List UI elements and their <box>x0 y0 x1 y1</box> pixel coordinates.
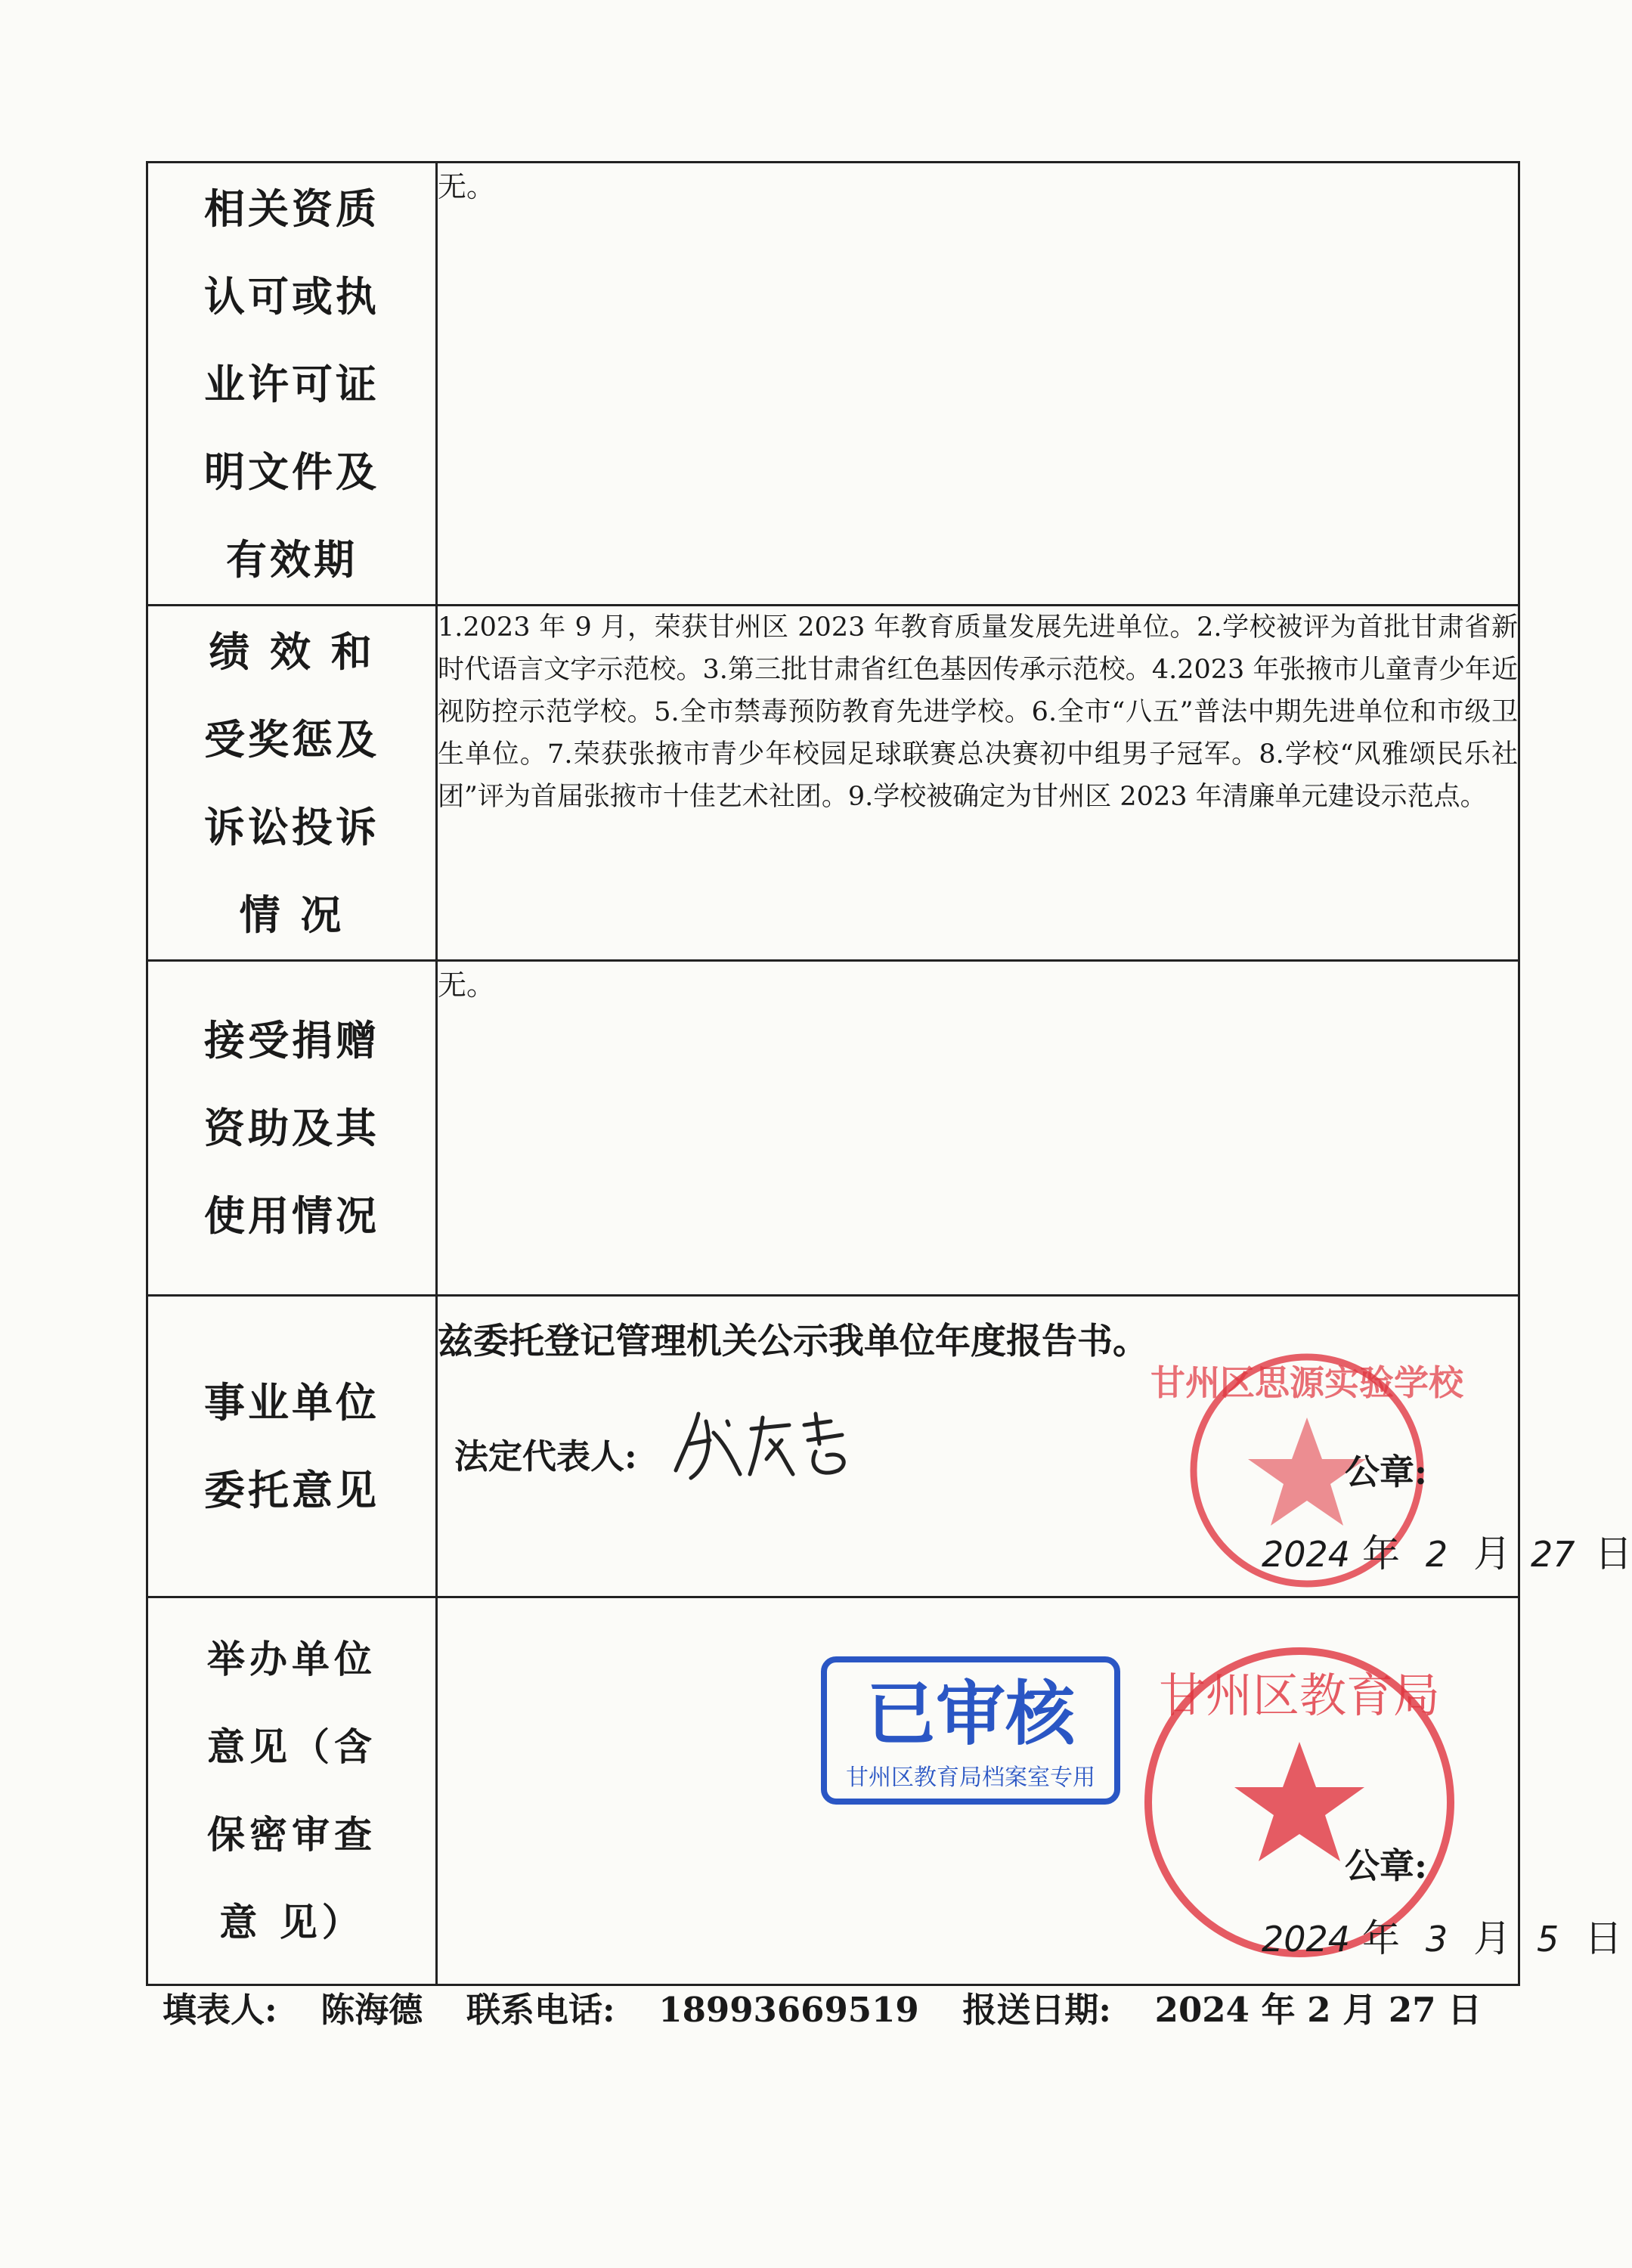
row-performance <box>147 606 1519 961</box>
qualifications-text: 无。 <box>438 170 496 203</box>
filler-label: 填表人: <box>163 1990 277 2030</box>
date-yue: 月 <box>1473 1916 1512 1960</box>
date-year: 2024 <box>1262 1919 1351 1960</box>
legal-rep-signature <box>668 1399 865 1489</box>
label-line: 意见（含 <box>207 1724 376 1769</box>
report-date: 2024 年 2 月 27 日 <box>1154 1990 1482 2030</box>
content-cell-sponsor-opinion <box>437 1597 1623 1985</box>
row-sponsor-opinion <box>147 1597 1519 1985</box>
label-line: 明文件及 <box>204 447 379 496</box>
date-nian: 年 <box>1361 1916 1400 1960</box>
label-line: 绩 效 和 <box>209 627 375 676</box>
label-cell-donations <box>147 961 437 1296</box>
label-cell-qualifications <box>147 163 437 606</box>
label-line: 情 况 <box>239 890 345 939</box>
filler-name: 陈海德 <box>321 1990 423 2030</box>
content-cell-unit-opinion <box>437 1296 1632 1597</box>
sponsor-sign-date <box>1262 1908 1622 1963</box>
label-line: 委托意见 <box>204 1466 379 1514</box>
phone-number: 18993669519 <box>658 1990 919 2030</box>
content-cell-performance <box>437 606 1519 961</box>
label-line: 有效期 <box>226 534 358 584</box>
phone-label: 联系电话: <box>466 1990 615 2030</box>
stamp-sub-text: 甘州区教育局档案室专用 <box>846 1765 1095 1791</box>
label-cell-sponsor-opinion <box>147 1597 437 1985</box>
content-cell-donations <box>437 961 1519 1296</box>
content-cell-qualifications <box>437 163 1519 606</box>
stamp-main-text: 已审核 <box>866 1674 1076 1755</box>
unit-sign-date <box>1262 1523 1632 1578</box>
date-ri: 日 <box>1594 1532 1632 1576</box>
date-day: 27 <box>1530 1534 1575 1575</box>
label-line: 接受捐赠 <box>204 1016 379 1064</box>
date-month: 3 <box>1425 1919 1448 1960</box>
awards-text: 1.2023 年 9 月，荣获甘州区 2023 年教育质量发展先进单位。2.学校被评为首批甘肃省新时代语言文字示范校。3.第三批甘肃省红色基因传承示范校。4.2023 年张掖市儿童青少年近视防控示范学校。5.全市禁毒预防教育先进学校。6.全市“八五”普法中期先进单位和市级卫生单位。7.荣获张掖市青少年校园足球联赛总决赛初中组男子冠军。8.学校“风雅颂民乐社团”评为首届张掖市十佳艺术社团。9.学校被确定为甘州区 2023 年清廉单元建设示范点。 <box>438 612 1518 812</box>
legal-rep-label: 法定代表人: <box>454 1436 637 1476</box>
label-line: 意 见） <box>219 1900 364 1944</box>
label-cell-unit-opinion <box>147 1296 437 1597</box>
label-line: 相关资质 <box>204 184 379 233</box>
report-date-label: 报送日期: <box>962 1990 1111 2030</box>
row-qualifications <box>147 163 1519 606</box>
date-month: 2 <box>1425 1534 1448 1575</box>
reviewed-stamp <box>819 1655 1122 1806</box>
school-seal-text: 甘州区思源实验学校 <box>1150 1362 1463 1403</box>
label-line: 诉讼投诉 <box>204 802 379 851</box>
date-day: 5 <box>1536 1919 1559 1960</box>
label-line: 保密审查 <box>207 1812 376 1857</box>
report-form-table <box>146 161 1632 1986</box>
label-line: 认可或执 <box>204 271 379 321</box>
label-line: 业许可证 <box>204 359 379 408</box>
row-donations <box>147 961 1519 1296</box>
form-footer <box>163 1982 1516 2031</box>
bureau-seal-text: 甘州区教育局 <box>1158 1668 1441 1723</box>
date-year: 2024 <box>1262 1534 1351 1575</box>
row-unit-opinion <box>147 1296 1519 1597</box>
seal-label: 公章: <box>1345 1452 1427 1492</box>
donations-text: 无。 <box>438 968 496 1002</box>
label-cell-performance <box>147 606 437 961</box>
label-line: 使用情况 <box>204 1191 379 1240</box>
date-ri: 日 <box>1584 1916 1623 1960</box>
date-yue: 月 <box>1473 1532 1512 1576</box>
date-nian: 年 <box>1361 1532 1400 1576</box>
label-line: 资助及其 <box>204 1104 379 1152</box>
label-line: 举办单位 <box>207 1637 376 1681</box>
seal-label: 公章: <box>1345 1845 1427 1886</box>
entrust-statement: 兹委托登记管理机关公示我单位年度报告书。 <box>438 1321 1148 1362</box>
label-line: 事业单位 <box>204 1378 379 1427</box>
label-line: 受奖惩及 <box>204 714 379 764</box>
